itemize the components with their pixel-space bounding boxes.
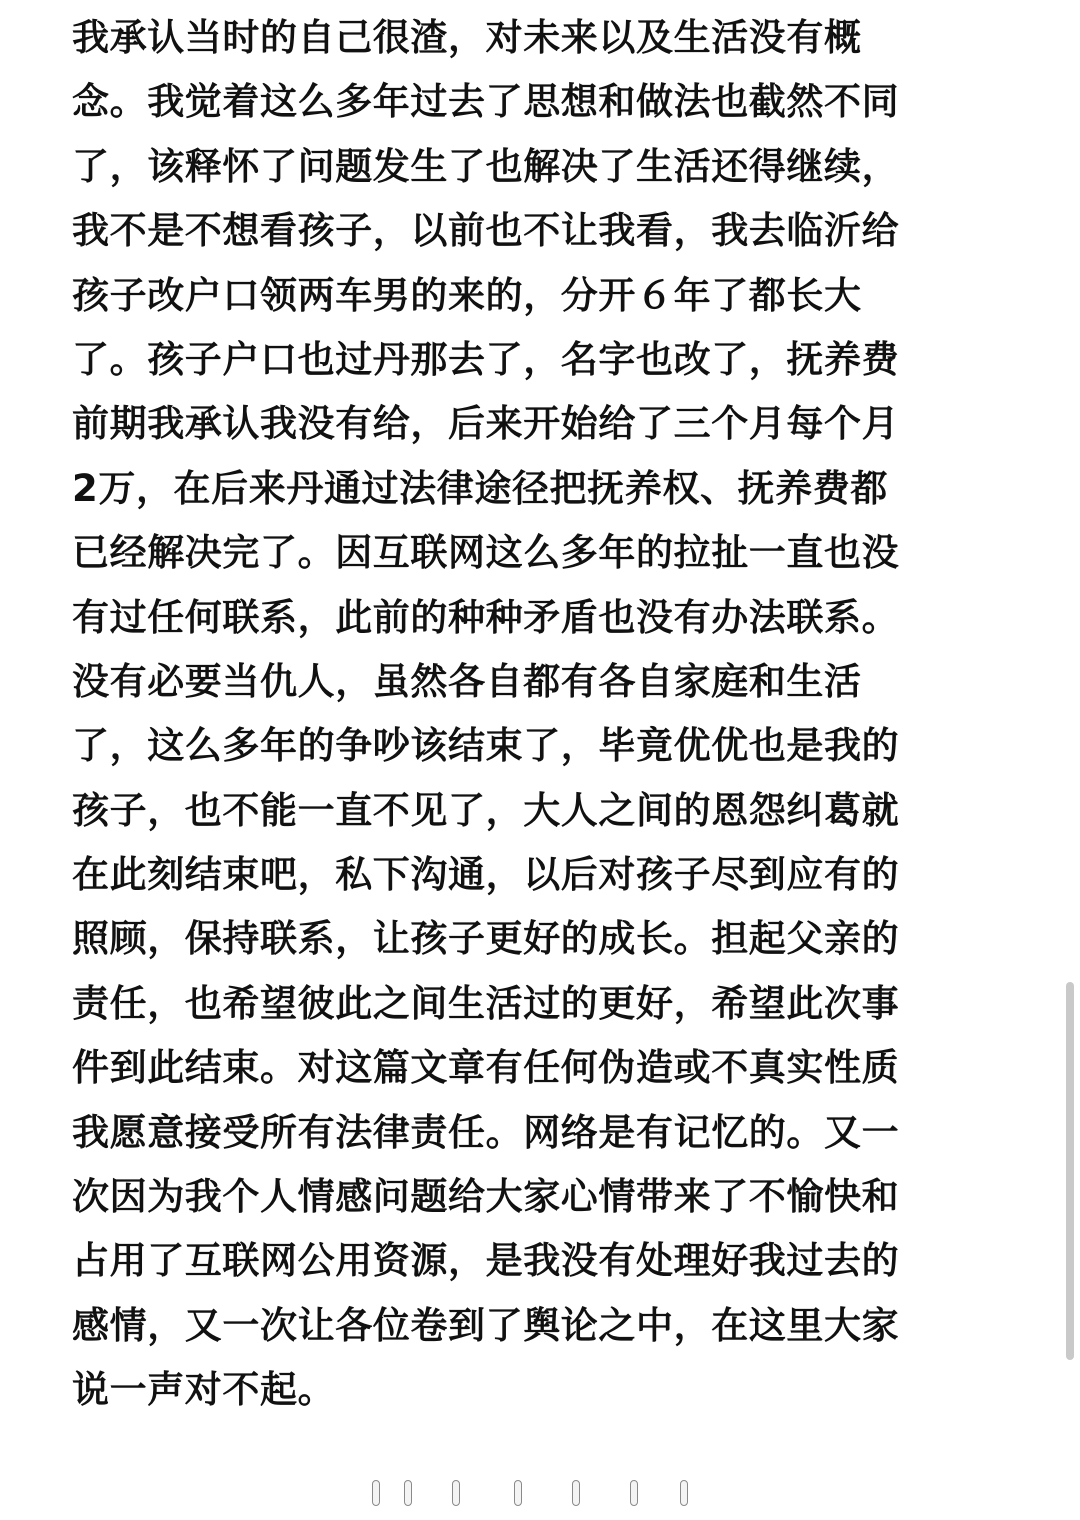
text-line: 有过任何联系，此前的种种矛盾也没有办法联系。	[72, 595, 900, 639]
text-line: 在此刻结束吧，私下沟通，以后对孩子尽到应有的	[72, 853, 900, 897]
text-line: 孩子，也不能一直不见了，大人之间的恩怨纠葛就	[72, 788, 900, 832]
text-line: 责任，也希望彼此之间生活过的更好，希望此次事	[72, 981, 900, 1025]
text-line: 感情，又一次让各位卷到了舆论之中，在这里大家	[72, 1303, 900, 1347]
watermark-mark	[404, 1480, 412, 1506]
text-line: 念。我觉着这么多年过去了思想和做法也截然不同	[72, 80, 900, 124]
text-line: 我承认当时的自己很渣，对未来以及生活没有概	[72, 16, 862, 59]
statement-text	[72, 6, 1012, 1423]
watermark-mark	[452, 1480, 460, 1506]
text-line: 了，该释怀了问题发生了也解决了生活还得继续，	[72, 144, 900, 188]
text-line: 前期我承认我没有给，后来开始给了三个月每个月	[72, 402, 900, 446]
dotted-watermark-icon	[360, 1472, 720, 1512]
watermark-mark	[572, 1480, 580, 1506]
text-line: 孩子改户口领两车男的来的，分开６年了都长大	[72, 273, 862, 317]
text-line: 了。孩子户口也过丹那去了，名字也改了，抚养费	[72, 337, 900, 381]
text-line: 没有必要当仇人，虽然各自都有各自家庭和生活	[72, 659, 862, 703]
text-line: 2万，在后来丹通过法律途径把抚养权、抚养费都	[72, 466, 888, 510]
watermark-mark	[514, 1480, 522, 1506]
text-line: 说一声对不起。	[72, 1368, 336, 1412]
text-line: 我不是不想看孩子，以前也不让我看，我去临沂给	[72, 209, 900, 253]
text-line: 件到此结束。对这篇文章有任何伪造或不真实性质	[72, 1046, 900, 1090]
watermark-mark	[630, 1480, 638, 1506]
text-line: 我愿意接受所有法律责任。网络是有记忆的。又一	[72, 1110, 900, 1154]
watermark-mark	[680, 1480, 688, 1506]
text-line: 照顾，保持联系，让孩子更好的成长。担起父亲的	[72, 917, 900, 961]
text-line: 次因为我个人情感问题给大家心情带来了不愉快和	[72, 1175, 900, 1219]
text-line: 占用了互联网公用资源，是我没有处理好我过去的	[72, 1239, 900, 1283]
vertical-scrollbar[interactable]	[1066, 982, 1074, 1360]
watermark-mark	[372, 1480, 380, 1506]
text-line: 已经解决完了。因互联网这么多年的拉扯一直也没	[72, 531, 900, 575]
text-line: 了，这么多年的争吵该结束了，毕竟优优也是我的	[72, 724, 900, 768]
